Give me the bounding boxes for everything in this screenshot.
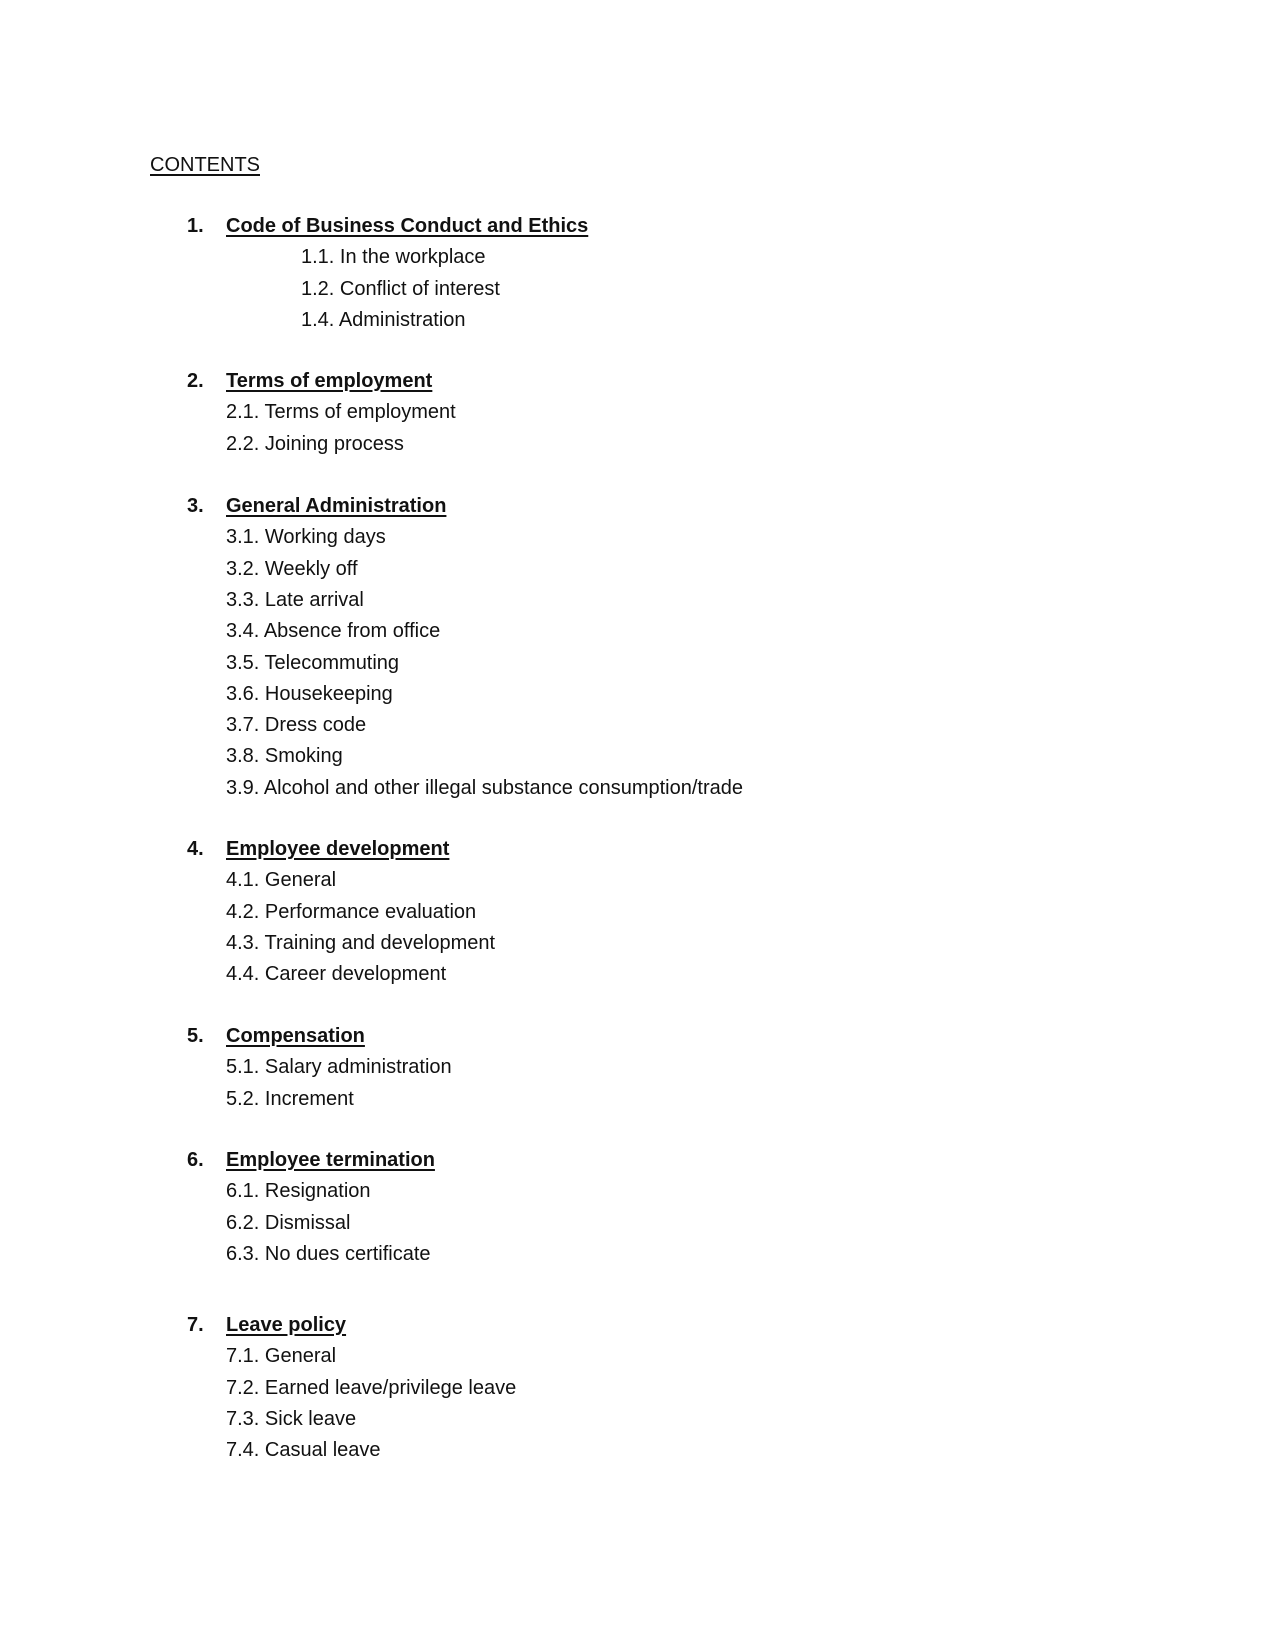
subsection-item: 7.1. General [226,1345,337,1368]
subsection-item: 5.1. Salary administration [226,1056,452,1079]
subsection-item: 5.2. Increment [226,1087,354,1110]
section-title: Terms of employment [226,370,433,392]
subsection-item: 3.7. Dress code [226,714,367,737]
section-title: General Administration [226,495,447,517]
section-title: Code of Business Conduct and Ethics [226,215,589,237]
subsection-item: 3.8. Smoking [226,745,343,768]
section-title: Leave policy [226,1314,347,1336]
subsection-item: 4.3. Training and development [226,931,496,954]
subsection-item: 1.1. In the workplace [301,246,486,269]
subsection-item: 7.2. Earned leave/privilege leave [226,1376,517,1399]
subsection-item: 3.9. Alcohol and other illegal substance consumption/trade [226,776,744,799]
section-number: 1. [187,215,204,237]
subsection-item: 1.2. Conflict of interest [301,277,500,300]
subsection-item: 2.1. Terms of employment [226,401,456,424]
section-number: 7. [187,1314,204,1336]
subsection-item: 3.1. Working days [226,526,386,549]
section-number: 3. [187,495,204,517]
subsection-item: 7.4. Casual leave [226,1439,381,1462]
subsection-item: 4.2. Performance evaluation [226,900,477,923]
subsection-item: 3.6. Housekeeping [226,682,393,705]
section-title: Employee development [226,838,450,860]
subsection-item: 6.3. No dues certificate [226,1242,431,1265]
subsection-item: 3.5. Telecommuting [226,651,400,674]
subsection-item: 3.4. Absence from office [226,620,441,643]
section-title: Compensation [226,1025,365,1047]
section-number: 5. [187,1025,204,1047]
subsection-item: 3.2. Weekly off [226,557,358,580]
subsection-item: 3.3. Late arrival [226,588,364,611]
section-title: Employee termination [226,1149,435,1171]
subsection-item: 2.2. Joining process [226,432,404,455]
contents-heading: CONTENTS [150,154,260,176]
subsection-item: 1.4. Administration [301,308,466,331]
subsection-item: 7.3. Sick leave [226,1407,357,1430]
subsection-item: 6.1. Resignation [226,1180,371,1203]
section-number: 6. [187,1149,204,1171]
subsection-item: 6.2. Dismissal [226,1211,351,1234]
subsection-item: 4.1. General [226,869,337,892]
subsection-item: 4.4. Career development [226,963,447,986]
section-number: 4. [187,838,204,860]
section-number: 2. [187,370,204,392]
